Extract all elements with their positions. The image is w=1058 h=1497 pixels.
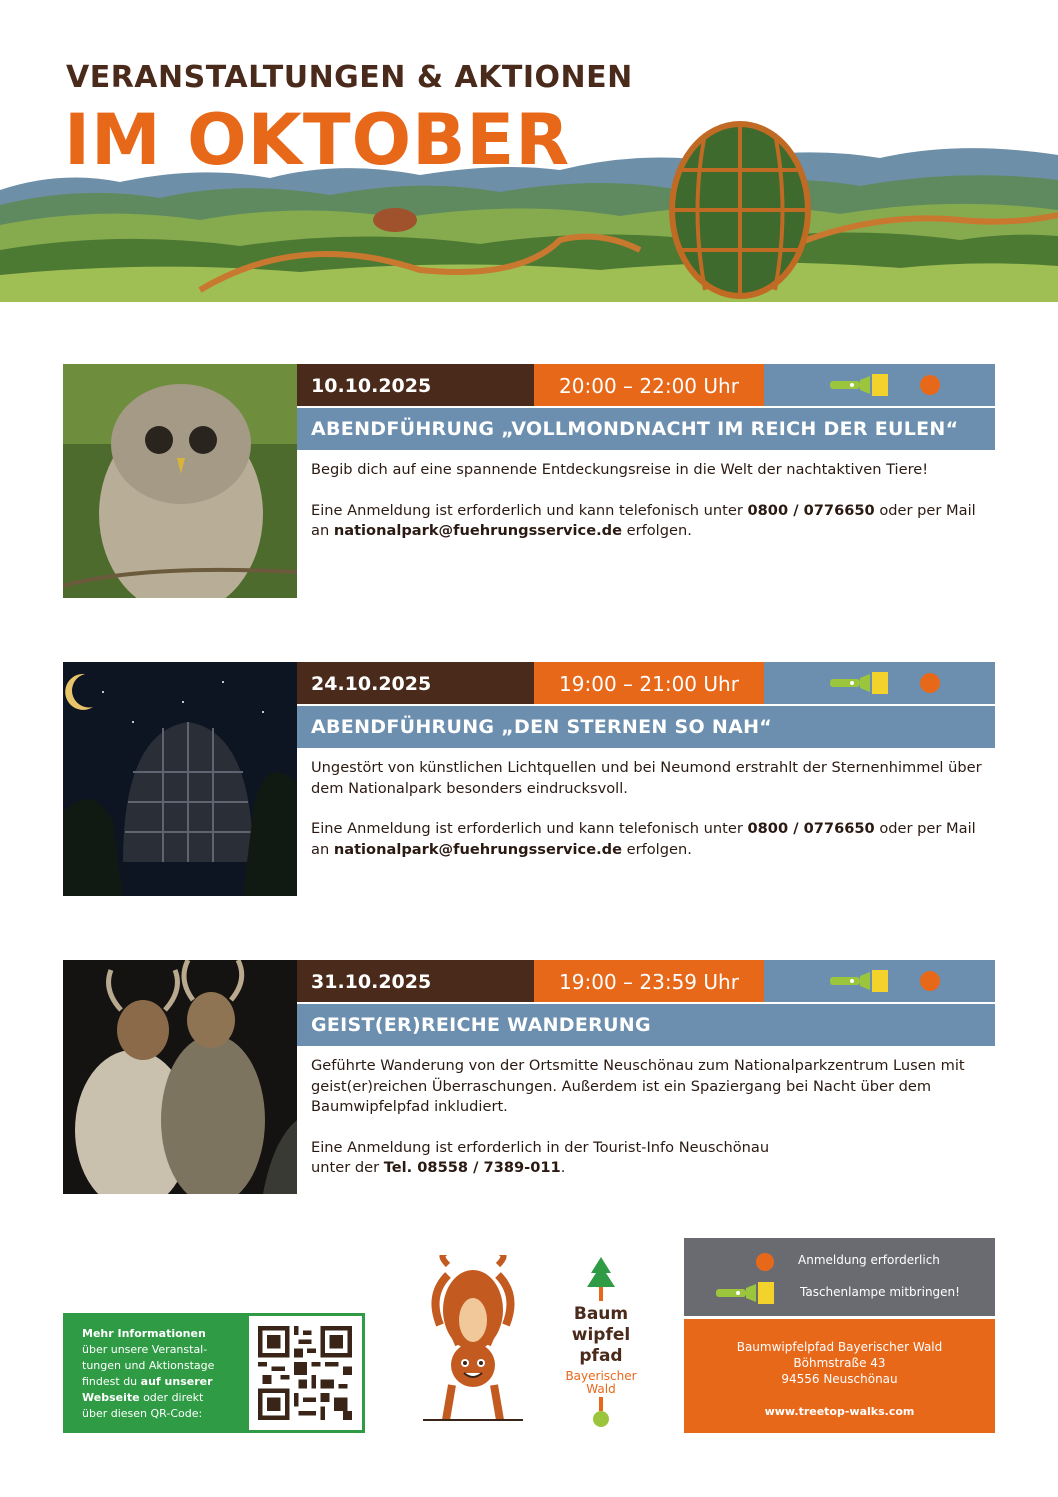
event-description: Geführte Wanderung von der Ortsmitte Neuschönau zum Nationalparkzentrum Lusen mit geist(er)reichen Überraschungen. Außerdem ist ein Spaziergang bei Nacht über dem Baumwipfelpfad inkludiert. Eine Anmeldung ist erforderlich in der Tourist-Info Neuschönau unter der Tel. 08558 / 7389-011. xyxy=(311,1056,991,1199)
legend-registration-label: Anmeldung erforderlich xyxy=(798,1253,940,1267)
address-street: Böhmstraße 43 xyxy=(793,1356,886,1370)
flashlight-icon xyxy=(830,374,890,396)
address-name: Baumwipfelpfad Bayerischer Wald xyxy=(736,1340,943,1354)
event-title: ABENDFÜHRUNG „VOLLMONDNACHT IM REICH DER EULEN“ xyxy=(297,408,995,450)
website-link[interactable]: Webseite xyxy=(82,1391,140,1404)
event-date: 31.10.2025 xyxy=(297,960,534,1002)
logo-word-3: pfad xyxy=(579,1346,623,1366)
logo-word-2: wipfel xyxy=(571,1325,631,1345)
event-date: 10.10.2025 xyxy=(297,364,534,406)
owl-photo xyxy=(63,364,297,598)
event-description: Begib dich auf eine spannende Entdeckungsreise in die Welt der nachtaktiven Tiere! Eine Anmeldung ist erforderlich und kann telefonisch unter 0800 / 0776650 oder per Mail an nationalpark@fuehrungsservice.de erfolgen. xyxy=(311,460,991,562)
phone-number: Tel. 08558 / 7389-011 xyxy=(383,1159,561,1176)
header-title: IM OKTOBER xyxy=(64,99,571,181)
event-title: GEIST(ER)REICHE WANDERUNG xyxy=(297,1004,995,1046)
logo-word-1: Baum xyxy=(573,1304,629,1324)
event-time: 20:00 – 22:00 Uhr xyxy=(534,364,764,406)
event-time: 19:00 – 21:00 Uhr xyxy=(534,662,764,704)
registration-required-dot xyxy=(920,971,940,991)
flashlight-icon xyxy=(830,672,890,694)
flashlight-icon xyxy=(830,970,890,992)
logo-sub-1: Bayerischer xyxy=(565,1369,637,1383)
event-description: Ungestört von künstlichen Lichtquellen und bei Neumond erstrahlt der Sternenhimmel über dem Nationalpark besonders eindrucksvoll. Eine Anmeldung ist erforderlich und kann telefonisch unter 0800 / 0776650 oder per Mail an nationalpark@fuehrungsservice.de erfolgen. xyxy=(311,758,991,880)
header-subtitle: VERANSTALTUNGEN & AKTIONEN xyxy=(66,60,633,95)
address-city: 94556 Neuschönau xyxy=(781,1372,898,1386)
flashlight-icon xyxy=(716,1282,776,1304)
event-card xyxy=(63,364,995,600)
event-time: 19:00 – 23:59 Uhr xyxy=(534,960,764,1002)
squirrel-mascot-illustration xyxy=(418,1255,528,1435)
registration-required-dot xyxy=(920,673,940,693)
event-title: ABENDFÜHRUNG „DEN STERNEN SO NAH“ xyxy=(297,706,995,748)
email-link[interactable]: nationalpark@fuehrungsservice.de xyxy=(333,522,622,539)
website-link[interactable]: www.treetop-walks.com xyxy=(764,1405,915,1418)
registration-required-dot xyxy=(920,375,940,395)
legend-flashlight-label: Taschenlampe mitbringen! xyxy=(800,1285,960,1299)
event-card xyxy=(63,662,995,898)
registration-required-dot xyxy=(756,1253,774,1271)
night-tower-photo xyxy=(63,662,297,896)
qr-code[interactable] xyxy=(258,1326,352,1420)
phone-number: 0800 / 0776650 xyxy=(747,820,875,837)
krampus-photo xyxy=(63,960,297,1194)
event-card xyxy=(63,960,995,1196)
phone-number: 0800 / 0776650 xyxy=(747,501,875,519)
event-intro: Ungestört von künstlichen Lichtquellen und bei Neumond erstrahlt der Sternenhimmel über dem Nationalpark besonders eindrucksvoll. xyxy=(311,759,982,797)
email-link[interactable]: nationalpark@fuehrungsservice.de xyxy=(333,840,622,858)
logo-sub-2: Wald xyxy=(586,1382,616,1396)
event-intro: Begib dich auf eine spannende Entdeckungsreise in die Welt der nachtaktiven Tiere! xyxy=(311,461,929,478)
legend-box xyxy=(684,1238,995,1316)
more-info-text: Mehr Informationen über unsere Veranstal- tungen und Aktionstage findest du auf unserer Webseite oder direkt über diesen QR-Code: xyxy=(82,1327,215,1420)
event-date: 24.10.2025 xyxy=(297,662,534,704)
event-intro: Geführte Wanderung von der Ortsmitte Neuschönau zum Nationalparkzentrum Lusen mit geist(er)reichen Überraschungen. Außerdem ist ein Spaziergang bei Nacht über dem Baumwipfelpfad inkludiert. xyxy=(311,1057,965,1115)
